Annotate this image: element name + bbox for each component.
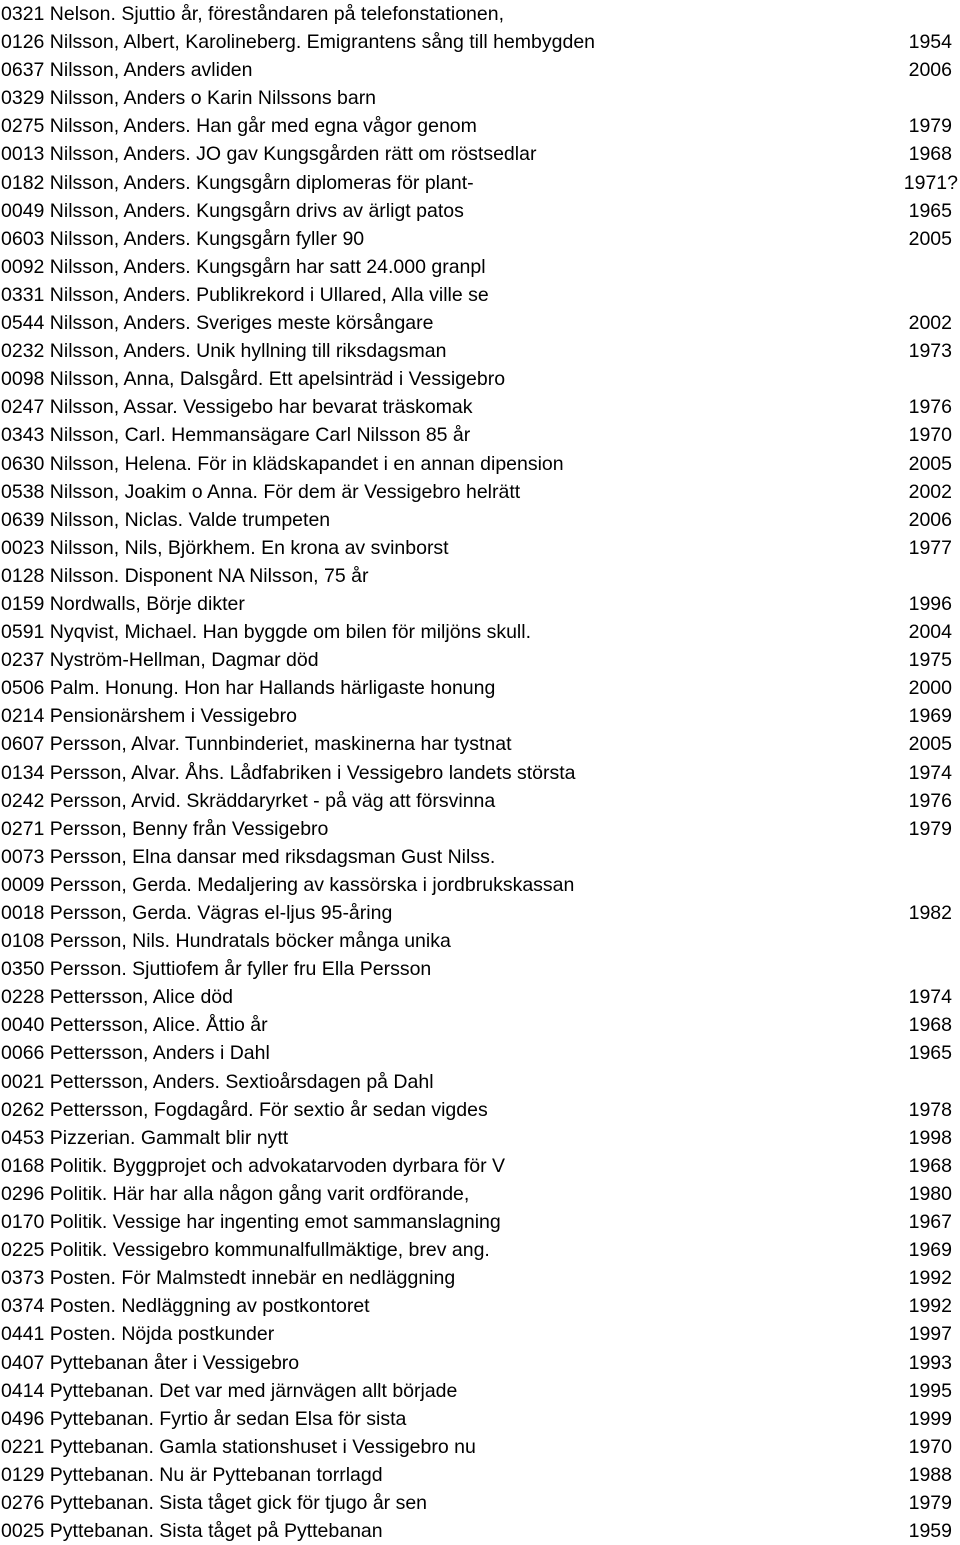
entry-text: 0603 Nilsson, Anders. Kungsgårn fyller 90 xyxy=(1,227,365,250)
entry-year: 1974 xyxy=(908,986,952,1009)
index-entry xyxy=(0,450,960,478)
index-entry xyxy=(0,478,960,506)
index-entry xyxy=(0,702,960,730)
index-entry xyxy=(0,225,960,253)
entry-year: 1967 xyxy=(908,1211,952,1234)
entry-year: 1965 xyxy=(908,199,952,222)
index-entry xyxy=(0,56,960,84)
index-entry xyxy=(0,1180,960,1208)
index-entry xyxy=(0,983,960,1011)
entry-year: 1976 xyxy=(908,396,952,419)
entry-text: 0066 Pettersson, Anders i Dahl xyxy=(1,1042,270,1065)
index-entry xyxy=(0,1405,960,1433)
entry-year: 1959 xyxy=(908,1520,952,1543)
index-entry xyxy=(0,1517,960,1545)
entry-text: 0262 Pettersson, Fogdagård. För sextio år sedan vigdes xyxy=(1,1098,488,1121)
entry-text: 0247 Nilsson, Assar. Vessigebo har bevarat träskomak xyxy=(1,396,473,419)
entry-text: 0331 Nilsson, Anders. Publikrekord i Ullared, Alla ville se xyxy=(1,283,489,306)
entry-text: 0126 Nilsson, Albert, Karolineberg. Emigrantens sång till hembygden xyxy=(1,31,596,54)
entry-text: 0374 Posten. Nedläggning av postkontoret xyxy=(1,1295,370,1318)
index-entry xyxy=(0,1320,960,1348)
entry-text: 0170 Politik. Vessige har ingenting emot sammanslagning xyxy=(1,1211,501,1234)
entry-text: 0098 Nilsson, Anna, Dalsgård. Ett apelsinträd i Vessigebro xyxy=(1,368,506,391)
index-entry xyxy=(0,1377,960,1405)
entry-text: 0023 Nilsson, Nils, Björkhem. En krona av svinborst xyxy=(1,536,449,559)
entry-year: 2005 xyxy=(908,733,952,756)
index-entry xyxy=(0,955,960,983)
entry-year: 2005 xyxy=(908,452,952,475)
index-entry xyxy=(0,253,960,281)
entry-year: 1968 xyxy=(908,143,952,166)
entry-year: 1969 xyxy=(908,705,952,728)
entry-text: 0544 Nilsson, Anders. Sveriges meste körsångare xyxy=(1,312,434,335)
entry-year: 1980 xyxy=(908,1182,952,1205)
entry-year: 1978 xyxy=(908,1098,952,1121)
entry-text: 0637 Nilsson, Anders avliden xyxy=(1,59,253,82)
entry-text: 0228 Pettersson, Alice död xyxy=(1,986,233,1009)
index-entry xyxy=(0,815,960,843)
entry-year: 1998 xyxy=(908,1126,952,1149)
entry-year: 1979 xyxy=(908,115,952,138)
index-entry xyxy=(0,730,960,758)
entry-text: 0159 Nordwalls, Börje dikter xyxy=(1,592,245,615)
entry-year: 1954 xyxy=(908,31,952,54)
entry-text: 0607 Persson, Alvar. Tunnbinderiet, maskinerna har tystnat xyxy=(1,733,512,756)
entry-text: 0343 Nilsson, Carl. Hemmansägare Carl Nilsson 85 år xyxy=(1,424,471,447)
index-entry xyxy=(0,197,960,225)
entry-text: 0275 Nilsson, Anders. Han går med egna vågor genom xyxy=(1,115,477,138)
entry-text: 0237 Nyström-Hellman, Dagmar död xyxy=(1,649,319,672)
index-entry xyxy=(0,1208,960,1236)
index-entry xyxy=(0,112,960,140)
index-entry xyxy=(0,871,960,899)
entry-year: 1993 xyxy=(908,1351,952,1374)
entry-text: 0276 Pyttebanan. Sista tåget gick för tjugo år sen xyxy=(1,1491,428,1514)
entry-year: 1988 xyxy=(908,1463,952,1486)
entry-year: 1979 xyxy=(908,817,952,840)
entry-text: 0214 Pensionärshem i Vessigebro xyxy=(1,705,297,728)
entry-year: 2005 xyxy=(908,227,952,250)
entry-year: 1976 xyxy=(908,789,952,812)
index-entry xyxy=(0,927,960,955)
entry-text: 0168 Politik. Byggprojet och advokatarvoden dyrbara för V xyxy=(1,1154,506,1177)
entry-year: 2006 xyxy=(908,59,952,82)
index-entry xyxy=(0,787,960,815)
index-entry xyxy=(0,1039,960,1067)
index-entry xyxy=(0,337,960,365)
index-entry xyxy=(0,1068,960,1096)
index-entry xyxy=(0,534,960,562)
index-entry xyxy=(0,140,960,168)
entry-text: 0373 Posten. För Malmstedt innebär en nedläggning xyxy=(1,1267,456,1290)
entry-year: 1969 xyxy=(908,1239,952,1262)
entry-year: 1965 xyxy=(908,1042,952,1065)
entry-text: 0018 Persson, Gerda. Vägras el-ljus 95-åring xyxy=(1,902,393,924)
entry-text: 0296 Politik. Här har alla någon gång varit ordförande, xyxy=(1,1182,470,1205)
entry-year: 1974 xyxy=(908,761,952,784)
entry-text: 0182 Nilsson, Anders. Kungsgårn diplomeras för plant- xyxy=(1,171,474,194)
entry-text: 0108 Persson, Nils. Hundratals böcker många unika xyxy=(1,930,451,953)
entry-text: 0441 Posten. Nöjda postkunder xyxy=(1,1323,275,1346)
index-entry xyxy=(0,1433,960,1461)
entry-text: 0232 Nilsson, Anders. Unik hyllning till riksdagsman xyxy=(1,340,447,363)
entry-text: 0414 Pyttebanan. Det var med järnvägen allt började xyxy=(1,1379,458,1402)
entry-year: 1968 xyxy=(908,1154,952,1177)
entry-year: 1982 xyxy=(908,902,952,924)
index-entry xyxy=(0,1152,960,1180)
entry-year: 2002 xyxy=(908,312,952,335)
entry-text: 0025 Pyttebanan. Sista tåget på Pyttebanan xyxy=(1,1520,383,1543)
entry-year: 1992 xyxy=(908,1267,952,1290)
index-entry xyxy=(0,1096,960,1124)
index-entry xyxy=(0,365,960,393)
entry-text: 0128 Nilsson. Disponent NA Nilsson, 75 år xyxy=(1,564,369,587)
index-entry xyxy=(0,1011,960,1039)
entry-year: 1992 xyxy=(908,1295,952,1318)
entry-text: 0329 Nilsson, Anders o Karin Nilssons barn xyxy=(1,87,377,110)
index-entry xyxy=(0,84,960,112)
entry-year: 1996 xyxy=(908,592,952,615)
index-entry xyxy=(0,393,960,421)
index-entry xyxy=(0,0,960,28)
index-entry xyxy=(0,843,960,871)
entry-year: 1968 xyxy=(908,1014,952,1037)
index-entry xyxy=(0,1489,960,1517)
index-entry xyxy=(0,1292,960,1320)
entry-text: 0271 Persson, Benny från Vessigebro xyxy=(1,817,329,840)
entry-text: 0134 Persson, Alvar. Åhs. Lådfabriken i Vessigebro landets största xyxy=(1,761,576,784)
entry-year: 1971? xyxy=(903,171,958,194)
entry-text: 0639 Nilsson, Niclas. Valde trumpeten xyxy=(1,508,331,531)
entry-text: 0591 Nyqvist, Michael. Han byggde om bilen för miljöns skull. xyxy=(1,621,531,644)
entry-text: 0496 Pyttebanan. Fyrtio år sedan Elsa för sista xyxy=(1,1407,407,1430)
index-entry xyxy=(0,421,960,449)
index-entry xyxy=(0,562,960,590)
index-entry xyxy=(0,674,960,702)
entry-text: 0506 Palm. Honung. Hon har Hallands härligaste honung xyxy=(1,677,496,700)
entry-text: 0129 Pyttebanan. Nu är Pyttebanan torrlagd xyxy=(1,1463,383,1486)
entry-year: 2002 xyxy=(908,480,952,503)
entry-year: 2006 xyxy=(908,508,952,531)
index-entry xyxy=(0,1349,960,1377)
index-entry xyxy=(0,506,960,534)
index-entry xyxy=(0,1461,960,1489)
entry-text: 0630 Nilsson, Helena. För in klädskapandet i en annan dipension xyxy=(1,452,564,475)
index-entry xyxy=(0,169,960,197)
index-entry xyxy=(0,759,960,787)
entry-text: 0221 Pyttebanan. Gamla stationshuset i Vessigebro nu xyxy=(1,1435,476,1458)
entry-year: 1970 xyxy=(908,1435,952,1458)
entry-text: 0073 Persson, Elna dansar med riksdagsman Gust Nilss. xyxy=(1,845,496,868)
index-entry xyxy=(0,28,960,56)
entry-text: 0049 Nilsson, Anders. Kungsgårn drivs av ärligt patos xyxy=(1,199,464,222)
entry-year: 2000 xyxy=(908,677,952,700)
entry-year: 1997 xyxy=(908,1323,952,1346)
entry-text: 0092 Nilsson, Anders. Kungsgårn har satt 24.000 granpl xyxy=(1,255,486,278)
index-entry xyxy=(0,1124,960,1152)
entry-year: 1970 xyxy=(908,424,952,447)
entry-year: 1999 xyxy=(908,1407,952,1430)
entry-text: 0009 Persson, Gerda. Medaljering av kassörska i jordbrukskassan xyxy=(1,873,575,896)
index-entry xyxy=(0,1264,960,1292)
entry-year: 1979 xyxy=(908,1491,952,1514)
entry-text: 0021 Pettersson, Anders. Sextioårsdagen på Dahl xyxy=(1,1070,434,1093)
index-entry xyxy=(0,309,960,337)
entry-year: 1973 xyxy=(908,340,952,363)
entry-year: 1977 xyxy=(908,536,952,559)
index-entry xyxy=(0,281,960,309)
entry-text: 0040 Pettersson, Alice. Åttio år xyxy=(1,1014,268,1037)
entry-year: 1995 xyxy=(908,1379,952,1402)
entry-year: 1975 xyxy=(908,649,952,672)
entry-year: 2004 xyxy=(908,621,952,644)
index-entry xyxy=(0,1236,960,1264)
entry-text: 0407 Pyttebanan åter i Vessigebro xyxy=(1,1351,300,1374)
entry-text: 0538 Nilsson, Joakim o Anna. För dem är Vessigebro helrätt xyxy=(1,480,521,503)
entry-text: 0242 Persson, Arvid. Skräddaryrket - på väg att försvinna xyxy=(1,789,496,812)
entry-text: 0225 Politik. Vessigebro kommunalfullmäktige, brev ang. xyxy=(1,1239,490,1262)
entry-text: 0350 Persson. Sjuttiofem år fyller fru Ella Persson xyxy=(1,958,432,981)
entry-text: 0013 Nilsson, Anders. JO gav Kungsgården rätt om röstsedlar xyxy=(1,143,537,166)
index-entry xyxy=(0,618,960,646)
entry-text: 0453 Pizzerian. Gammalt blir nytt xyxy=(1,1126,289,1149)
index-entry xyxy=(0,899,960,927)
index-entry xyxy=(0,590,960,618)
index-entry xyxy=(0,646,960,674)
entry-text: 0321 Nelson. Sjuttio år, föreståndaren på telefonstationen, xyxy=(1,3,505,25)
